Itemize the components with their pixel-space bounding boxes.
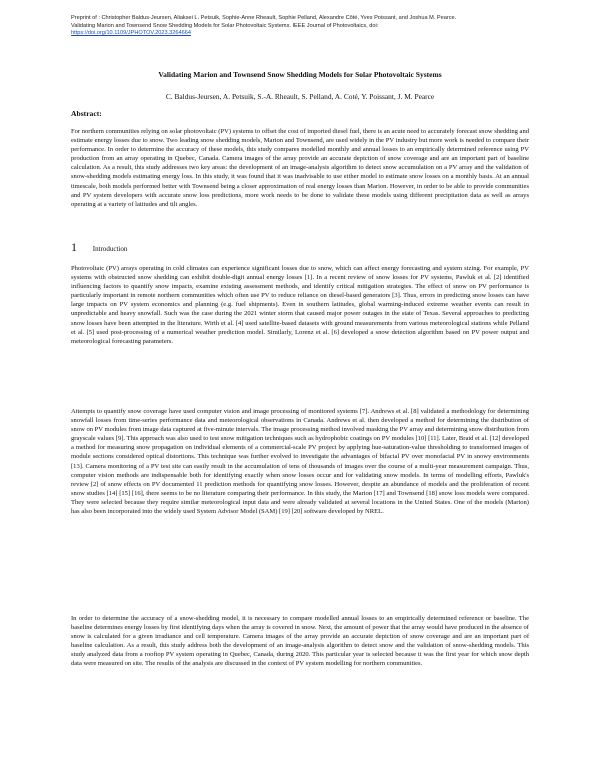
- intro-paragraph-1: Photovoltaic (PV) arrays operating in cold climates can experience significant losses due to snow, which can affect energy forecasting and system sizing. For example, PV systems with obstructed snow shedding can exhibit double-digit annual energy losses [1]. In a recent review of snow losses for PV systems, Pawluk et al. [2] identified influencing factors to quantify snow impacts, examine existing assessment methods, and identify critical mitigation strategies. The effect of snow on PV performance is particularly important in remote northern communities which often use PV to reduce reliance on diesel-based generators [3]. Thus, errors in predicting snow losses can have large impacts on PV system economics and planning (e.g. fuel shipments). Even in southern latitudes, global warming-induced extreme weather events can result in unpredictable and heavy snowfall. Such was the case during the 2021 winter storm that caused major power outages in the state of Texas. Several approaches to predicting snow losses have been attempted in the literature. Wirth et al. [4] used satellite-based datasets with ground measurements from various meteorological stations while Pelland et al. [5] used post-processing of a numerical weather prediction model. Similarly, Lorenz et al. [6] developed a snow detection algorithm based on PV power output and meteorological forecasting parameters.: [71, 265, 529, 345]
- section-number: 1: [71, 240, 77, 254]
- intro-paragraph-2: Attempts to quantify snow coverage have used computer vision and image processing of monitored systems [7]. Andrews et al. [8] validated a methodology for determining snowfall losses from time-series performance data and meteorological observations in Canada. Andrews et al. then developed a method for determining the distribution of snow on PV modules from image data captured at five-minute intervals. The image processing method involved masking the PV array and determining snow distribution from grayscale values [9]. This approach was also used to test snow mitigation techniques such as hydrophobic coatings on PV modules [10] [11]. Later, Braid et al. [12] developed a method for measuring snow propagation on individual elements of a commercial-scale PV project by applying hue-saturation-value thresholding to transformed images of module sections considered optical distortions. This technique was further evolved to investigate the advantages of bifacial PV over monofacial PV in snowy environments [13]. Camera monitoring of a PV test site can easily result in the accumulation of tens of thousands of images over the course of a multi-year measurement campaign. Thus, computer vision methods are indispensable both for identifying exactly when snow losses occur and for validating snow models. In terms of modelling efforts, Pawluk's review [2] of snow effects on PV documented 11 prediction methods for quantifying snow losses. However, despite an abundance of models and the proliferation of recent snow studies [14] [15] [16], there seems to be no literature comparing their performance. In this study, the Marion [17] and Townsend [18] snow loss models were compared. They were selected because they require similar meteorological input data and were already validated at several locations in the United States. One of the models (Marion) has also been incorporated into the widely used System Advisor Model (SAM) [19] [20] software developed by NREL.: [71, 408, 530, 516]
- preprint-notice: [71, 15, 541, 38]
- section-title: Introduction: [92, 245, 128, 253]
- paper-title: Validating Marion and Townsend Snow Shedding Models for Solar Photovoltaic Systems: [158, 70, 442, 79]
- preprint-journal: Validating Marion and Townsend Snow Shedding Models for Solar Photovoltaic Systems. IEEE Journal of Photovoltaics, doi:: [71, 22, 379, 29]
- intro-paragraph-3: In order to determine the accuracy of a snow-shedding model, it is necessary to compare modelled annual losses to an empirically determined reference or baseline. The baseline determines energy losses by first identifying days when the array is covered in snow. Next, the amount of power that the array would have produced in the absence of snow is calculated for a given irradiance and cell temperature. Camera images of the array provide an accurate depiction of snow coverage and are an important part of baseline calculation. As a result, this study address both the development of an image-analysis algorithm to detect snow and the validation of snow-shedding models. This study analyzed data from a rooftop PV system operating in Quebec, Canada, during 2020. This particular year is selected because it was the first year for which snow depth data were measured on site. The results of the analysis are discussed in the context of PV system modelling for northern communities.: [71, 615, 529, 668]
- preprint-citation: Preprint of : Christopher Baldus-Jeursen, Aliaksei L. Petsuik, Sophie-Anne Rheault, Sophie Pelland, Alexandre Côté, Yves Poissant, and Joshua M. Pearce.: [71, 15, 457, 21]
- abstract-text: For northern communities relying on solar photovoltaic (PV) systems to offset the cost of imported diesel fuel, there is an acute need to accurately forecast snow shedding and estimate energy losses due to snow. Two leading snow shedding models, Marion and Townsend, are used widely in the PV industry but more work is needed to compare their performance. In order to determine the accuracy of these models, this study compares modelled monthly and annual losses to an empirically determined reference using PV production from an array operating in Quebec, Canada. Camera images of the array provide an accurate depiction of snow coverage and are an important part of baseline calculation. As a result, this study addresses two key areas: the development of an image-analysis algorithm to detect snow accumulation on a PV array and the validation of snow-shedding models estimating energy loss. In this study, it was found that it was inadvisable to use either model to estimate snow losses on a monthly basis. At an annual timescale, both models performed better with Townsend being a closer approximation of real energy losses than Marion. However, in order to be able to provide communities and PV system developers with accurate snow loss predictions, more work needs to be done to validate these models using different precipitation data as well as arrays operating at a variety of latitudes and tilt angles.: [71, 128, 529, 208]
- doi-link[interactable]: https://doi.org/10.1109/JPHOTOV.2023.3264664: [71, 30, 191, 36]
- abstract-heading: Abstract:: [71, 109, 102, 118]
- author-list: C. Baldus-Jeursen, A. Petsuik, S.-A. Rheault, S. Pelland, A. Coté, Y. Poissant, J. M. Pearce: [165, 92, 435, 101]
- section-heading-introduction: [71, 240, 127, 255]
